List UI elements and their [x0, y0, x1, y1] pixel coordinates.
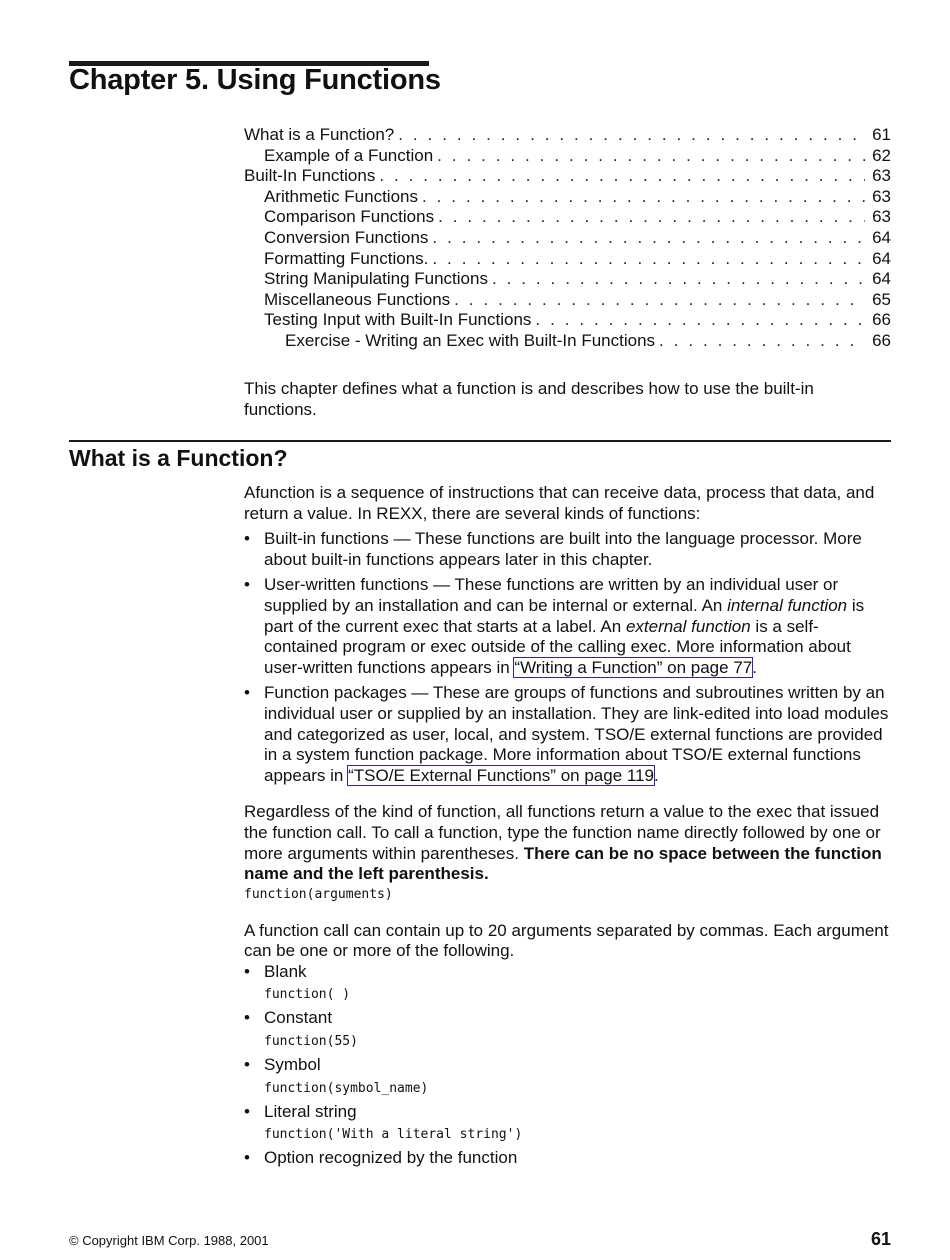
list-item-text: Blank [264, 961, 307, 981]
toc-entry[interactable] [244, 331, 891, 352]
list-item-text: . [752, 657, 757, 677]
list-item [244, 1148, 892, 1169]
toc-entry-page: 64 [872, 269, 891, 289]
list-item [244, 575, 892, 678]
paragraph-function-call [244, 802, 892, 884]
term-internal-function: internal function [727, 595, 848, 615]
toc-entry-page: 64 [872, 227, 891, 247]
toc-entry-label: Comparison Functions [264, 207, 435, 227]
toc-entry-label: Miscellaneous Functions [264, 289, 451, 309]
toc-entry-label: Conversion Functions [264, 227, 429, 247]
toc-entry[interactable] [244, 310, 891, 331]
list-item [244, 683, 892, 786]
list-item [244, 962, 892, 1006]
toc-dot-leader [437, 146, 865, 167]
footer-copyright: © Copyright IBM Corp. 1988, 2001 [69, 1233, 269, 1248]
paragraph-emphasis: There can be no space between the function name and the left parenthesis. [244, 843, 882, 884]
list-item-text: Option recognized by the function [264, 1148, 518, 1168]
list-item-text: Function packages — These are groups of functions and subroutines written by an individual user or supplied by an installation. They are link-edited into load modules and categorized as user, local, and system. TSO/E external functions are provided in a system function package. More information about TSO/E external functions appears in [264, 683, 889, 785]
paragraph-definition: Afunction is a sequence of instructions that can receive data, process that data, and return a value. In REXX, there are several kinds of functions: [244, 483, 875, 523]
toc-entry-label: Exercise - Writing an Exec with Built-In Functions [285, 330, 656, 350]
chapter-title: Chapter 5. Using Functions [69, 64, 441, 96]
list-item [244, 1008, 892, 1052]
toc-dot-leader [438, 207, 865, 228]
toc-entry[interactable] [244, 146, 891, 167]
toc-entry-page: 64 [872, 248, 891, 268]
list-item-text: is part of the current exec that starts at a label. An [264, 595, 865, 636]
list-item-text: is a self-contained program or exec outside of the calling exec. More information about user-written functions appears in [264, 616, 851, 677]
toc-entry[interactable] [244, 187, 891, 208]
list-item-text: Built-in functions — These functions are built into the language processor. More about built-in functions appears later in this chapter. [264, 529, 862, 569]
toc-entry-page: 66 [872, 310, 891, 330]
toc-entry-label: Testing Input with Built-In Functions [264, 310, 532, 330]
paragraph-arguments: A function call can contain up to 20 arguments separated by commas. Each argument can be one or more of the following. [244, 920, 889, 961]
toc-entry-page: 63 [872, 207, 891, 227]
chapter-intro: This chapter defines what a function is and describes how to use the built-in functions. [244, 379, 814, 419]
table-of-contents [244, 125, 891, 352]
term-external-function: external function [625, 616, 751, 636]
toc-dot-leader [379, 166, 865, 187]
link-tso-e-external-functions[interactable]: “TSO/E External Functions” on page 119 [348, 765, 654, 785]
toc-entry-label: What is a Function? [244, 125, 395, 144]
section-rule [69, 440, 891, 442]
toc-dot-leader [492, 269, 865, 290]
toc-entry[interactable] [244, 269, 891, 290]
paragraph-text: Regardless of the kind of function, all functions return a value to the exec that issued the function call. To call a function, type the function name directly followed by one or more arguments within parentheses. [244, 802, 881, 863]
toc-entry-label: Formatting Functions. [264, 248, 429, 268]
list-item-text: Symbol [264, 1055, 321, 1075]
footer-page-number: 61 [870, 1229, 891, 1249]
code-sample-function-call: function(arguments) [244, 886, 393, 902]
code-sample: function( ) [264, 987, 351, 1003]
toc-dot-leader [432, 228, 865, 249]
link-writing-a-function[interactable]: “Writing a Function” on page 77 [514, 657, 753, 677]
toc-entry[interactable] [244, 290, 891, 311]
list-item-text: User-written functions — These functions are written by an individual user or supplied by an installation and can be internal or external. An [264, 575, 839, 615]
function-kinds-list [244, 529, 892, 786]
toc-entry-page: 63 [872, 186, 891, 206]
toc-entry-page: 61 [872, 125, 891, 144]
list-item [244, 1055, 892, 1099]
toc-entry-label: Example of a Function [264, 145, 434, 165]
toc-dot-leader [422, 187, 865, 208]
toc-dot-leader [432, 249, 865, 270]
list-item-text: Constant [264, 1008, 333, 1028]
toc-entry[interactable] [244, 207, 891, 228]
toc-dot-leader [535, 310, 865, 331]
code-sample: function('With a literal string') [264, 1127, 523, 1143]
section-body [244, 483, 892, 1172]
list-item-text: Literal string [264, 1101, 357, 1121]
code-sample: function(symbol_name) [264, 1080, 429, 1096]
toc-entry-label: Built-In Functions [244, 166, 376, 186]
toc-entry-page: 65 [872, 289, 891, 309]
argument-kinds-list [244, 962, 892, 1169]
toc-entry-page: 63 [872, 166, 891, 186]
code-sample: function(55) [264, 1034, 358, 1050]
toc-dot-leader [659, 331, 865, 352]
list-item-text: . [653, 765, 659, 785]
toc-entry-page: 66 [872, 330, 891, 350]
toc-entry[interactable] [244, 125, 891, 146]
toc-entry[interactable] [244, 249, 891, 270]
section-title: What is a Function? [69, 445, 288, 471]
toc-entry-label: Arithmetic Functions [264, 186, 418, 206]
toc-entry[interactable] [244, 228, 891, 249]
toc-entry-label: String Manipulating Functions [264, 269, 488, 289]
list-item [244, 1102, 892, 1146]
toc-dot-leader [454, 290, 865, 311]
toc-entry[interactable] [244, 166, 891, 187]
list-item [244, 529, 892, 570]
toc-dot-leader [398, 125, 865, 146]
toc-entry-page: 62 [872, 145, 891, 165]
